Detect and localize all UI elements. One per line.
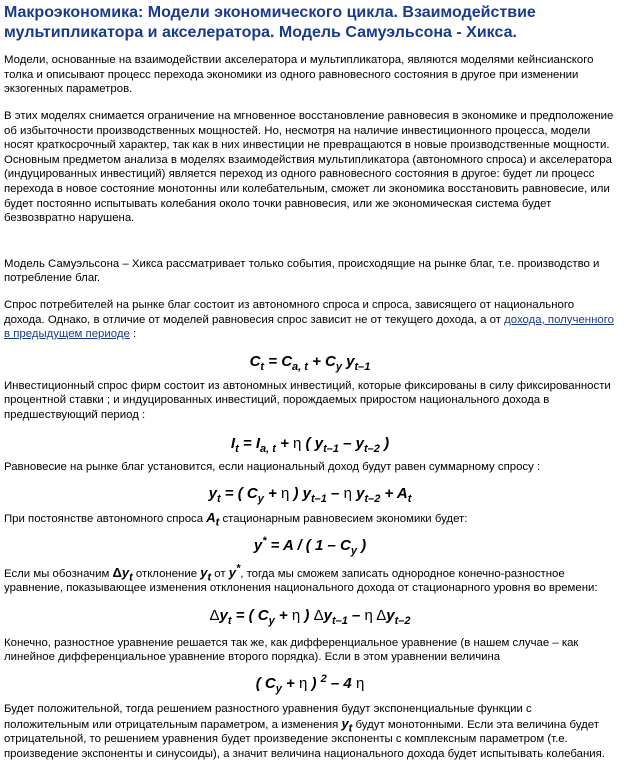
text: Если мы обозначим bbox=[4, 567, 113, 580]
paragraph-models: В этих моделях снимается ограничение на мгновенное восстановление равновесия в экономике и предположение об избыточности производственных мощностей. Но, несмотря на наличие инвестиционного процесса, модели носят краткосрочный характер, так как в них инвестиции не превращаются в новые производственные мощности. Основным предметом анализа в моделях взаимодействия мультипликатора (автономного спроса) и акселератора (индуцированных инвестиций) является переход из одного равновесного состояния в другое: будет ли процесс перехода в новое состояние монотонны или колебательным, сможет ли экономика восстановить равновесие, или будет постоянно испытывать колебания около точки равновесия, или же экономическая система будет безвозвратно нарушена. bbox=[4, 109, 614, 225]
text: При постоянстве автономного спроса bbox=[4, 513, 207, 526]
paragraph-investment-demand: Инвестиционный спрос фирм состоит из автономных инвестиций, которые фиксированы в силу фиксированности процентной ставки ; и индуцированных инвестиций, порождаемых приростом национального дохода в предшествующий период : bbox=[4, 379, 611, 421]
text: Спрос потребителей на рынке благ состоит из автономного спроса и спроса, зависящего от национального дохода. Однако, в отличие от моделей равновесия спрос зависит не от текущего дохода, а от bbox=[4, 298, 575, 326]
page-title: Макроэкономика: Модели экономического цикла. Взаимодействие мультипликатора и акселератора. Модель Самуэльсона - Хикса. bbox=[4, 4, 536, 41]
formula-investment: $I_t = I_{a, t} + \eta$ ( $y_{t-1} - y_{t-2}$ ) bbox=[230, 435, 390, 456]
symbol-y-t: $y_t$ bbox=[200, 564, 212, 584]
document bbox=[4, 0, 616, 761]
paragraph-deviation bbox=[4, 562, 616, 596]
paragraph-solution: Конечно, разностное уравнение решается так же, как дифференциальное уравнение (в нашем случае – как линейное дифференциальное уравнение второго порядка). Если в этом уравнении величина bbox=[4, 636, 579, 664]
symbol-a-t: $A_t$ bbox=[206, 510, 220, 529]
text: Будет положительной, тогда решением разностного уравнения будут экспоненциальные функции с положительным или отрицательным параметром, а изменения bbox=[4, 703, 532, 731]
symbol-y-star: y* bbox=[228, 562, 241, 580]
paragraph-stationary bbox=[4, 511, 616, 527]
symbol-y-t: $y_t$ bbox=[121, 564, 133, 584]
paragraph-samuelson-hicks: Модель Самуэльсона – Хикса рассматривает только события, происходящие на рынке благ, т.е. производство и потребление благ. bbox=[4, 257, 600, 285]
text: будут монотонными. Если эта величина будет отрицательной, то решением уравнения будет произведение экспоненты с комплексным параметром (т.е. произведение экспоненты и синусоиды), а значит величина национального дохода будет испытывать колебания. bbox=[4, 718, 605, 760]
previous-period-income-link[interactable]: дохода, полученного в предыдущем периоде bbox=[4, 313, 614, 341]
paragraph-conclusion bbox=[4, 702, 616, 761]
text: отклонение bbox=[132, 567, 201, 580]
symbol-y-t: $y_t$ bbox=[341, 715, 353, 735]
text: стационарным равновесием экономики будет: bbox=[219, 513, 468, 526]
paragraph-consumer-demand bbox=[4, 298, 616, 342]
text: : bbox=[129, 328, 137, 341]
paragraph-equilibrium: Равновесие на рынке благ установится, если национальный доход будут равен суммарному спросу : bbox=[4, 461, 541, 474]
formula-income: $y_t$ = ( $C_y + \eta$ ) $y_{t-1}$ – η $y_{t-2} + A_t$ bbox=[208, 485, 412, 506]
formula-discriminant: ( $C_y + \eta$ ) $^2$ – 4 η bbox=[255, 673, 365, 696]
delta-symbol: Δ bbox=[112, 564, 122, 580]
formula-stationary-equilibrium: y* = A / ( $1 - C_y$ ) bbox=[253, 534, 367, 557]
paragraph-intro: Модели, основанные на взаимодействии акселератора и мультипликатора, являются моделями кейнсианского толка и описывают процесс перехода экономики из одного равновесного состояния в другое при изменении экзогенных параметров. bbox=[4, 54, 594, 96]
formula-difference-equation: $\Delta y_t$ = ( $C_y + \eta$ ) $\Delta y_{t-1}$ – η $\Delta y_{t-2}$ bbox=[209, 606, 411, 627]
text: от bbox=[211, 567, 229, 580]
formula-consumption: $C_t = C_{a, t} + C_y$ $y_{t-1}$ bbox=[249, 352, 371, 373]
text: , тогда мы сможем записать однородное конечно-разностное уравнение, показывающее изменения отклонения национального дохода от стационарного уровня во времени: bbox=[4, 567, 598, 595]
